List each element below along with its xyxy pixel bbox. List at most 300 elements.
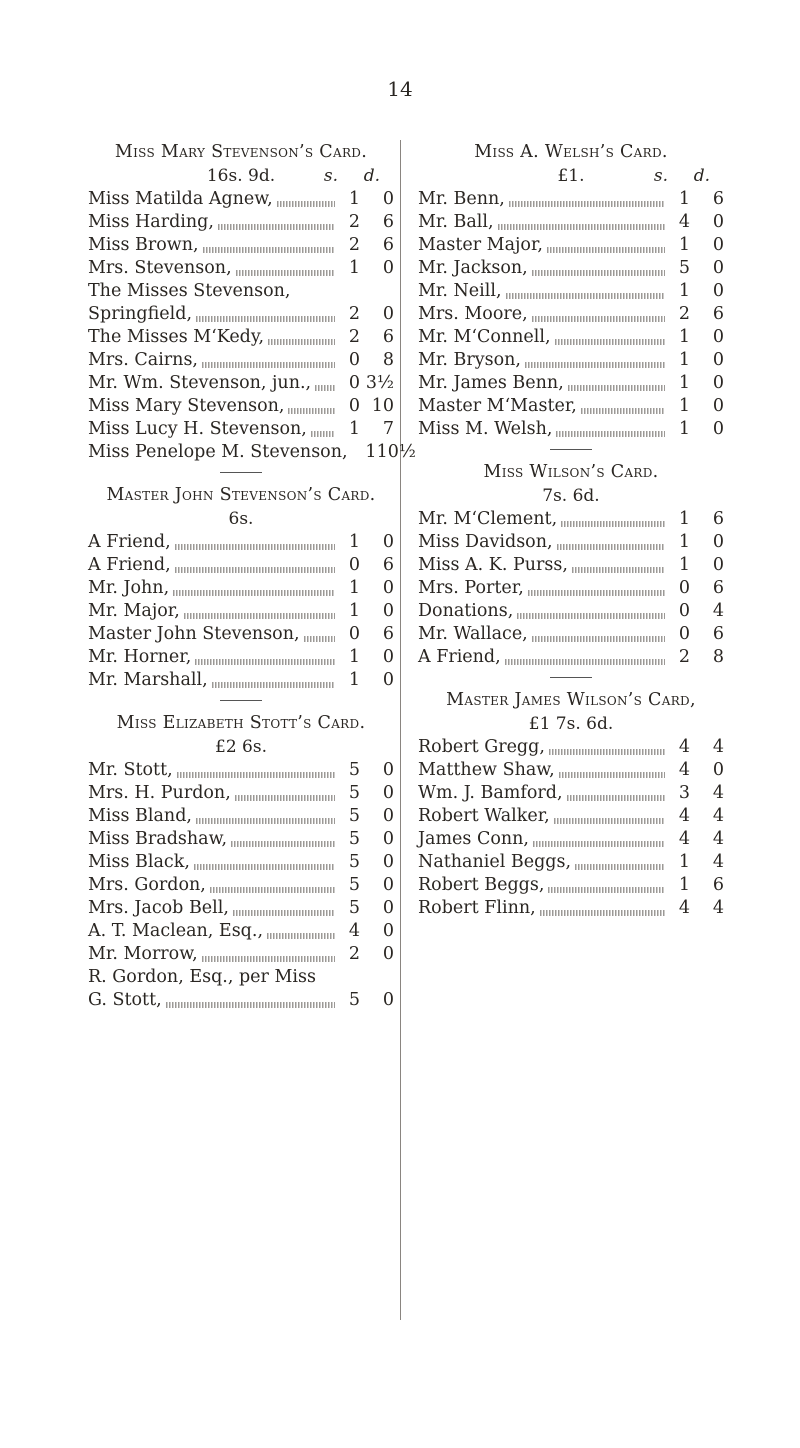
donor-row	[418, 508, 724, 531]
donor-row	[418, 782, 724, 805]
shillings-value: 1	[348, 532, 360, 552]
shillings-value: 5	[678, 258, 690, 278]
donor-row	[88, 782, 394, 805]
donor-name: Miss Bradshaw,	[88, 829, 228, 849]
donor-name: Mr. M‘Clement,	[418, 509, 558, 529]
donor-name: Miss Black,	[88, 852, 190, 872]
dotted-leader	[184, 613, 335, 619]
dotted-leader	[177, 772, 335, 778]
shillings-value: 0	[348, 624, 360, 644]
pence-value: 4	[712, 898, 724, 918]
dotted-leader	[315, 385, 335, 391]
column-divider	[400, 140, 401, 1320]
dotted-leader	[288, 408, 335, 414]
donor-row	[88, 577, 394, 600]
shillings-value: 1	[348, 189, 360, 209]
donor-name: Mr. Wallace,	[418, 624, 528, 644]
shillings-value: 1	[678, 396, 690, 416]
donor-row	[418, 326, 724, 349]
shillings-value: 1	[678, 373, 690, 393]
shillings-value: 1	[678, 555, 690, 575]
donor-row	[418, 531, 724, 554]
pence-value: 0	[712, 419, 724, 439]
donor-name: G. Stott,	[88, 990, 162, 1010]
donor-name: Springfield,	[88, 304, 193, 324]
shillings-value: 1	[678, 875, 690, 895]
donor-row	[418, 349, 724, 372]
donor-row	[418, 897, 724, 920]
dotted-leader	[548, 887, 665, 893]
section-rule	[550, 677, 592, 678]
dotted-leader	[218, 224, 335, 230]
donor-name: Mr. John,	[88, 578, 170, 598]
pence-value: 0	[382, 875, 394, 895]
card-total	[88, 507, 394, 531]
donor-name: Miss M. Welsh,	[418, 419, 553, 439]
shillings-value: 4	[678, 212, 690, 232]
card-section	[418, 460, 724, 678]
dotted-leader	[195, 659, 335, 665]
pence-value: 0	[712, 350, 724, 370]
shillings-value: 2	[348, 212, 360, 232]
dotted-leader	[202, 362, 335, 368]
card-title: Miss A. Welsh’s Card.	[474, 142, 668, 162]
donor-name: Robert Flinn,	[418, 898, 536, 918]
donor-name: Mr. Major,	[88, 601, 180, 621]
card-section	[418, 140, 724, 450]
card-section	[418, 688, 724, 920]
section-rule	[550, 449, 592, 450]
dotted-leader	[559, 772, 665, 778]
pence-value: 0	[712, 212, 724, 232]
donor-name: Robert Walker,	[418, 806, 550, 826]
donor-name: A Friend,	[88, 555, 171, 575]
shillings-value: 0	[678, 601, 690, 621]
pence-value: 8	[382, 350, 394, 370]
pence-value: 0	[382, 760, 394, 780]
shillings-value: 1	[678, 281, 690, 301]
card-section	[88, 483, 394, 701]
card-total	[418, 484, 724, 508]
pence-value: 0	[382, 189, 394, 209]
shillings-value: 0	[678, 624, 690, 644]
shillings-value: 3	[678, 783, 690, 803]
shillings-value: 1	[678, 350, 690, 370]
shillings-value: 5	[348, 760, 360, 780]
pence-value: 10½	[376, 442, 416, 462]
pence-value: 4	[712, 806, 724, 826]
pence-header: d.	[693, 166, 710, 186]
donor-row	[88, 441, 416, 464]
dotted-leader	[196, 818, 335, 824]
card-section	[88, 711, 394, 1012]
shillings-value: 1	[348, 578, 360, 598]
dotted-leader	[267, 933, 335, 939]
donor-row	[88, 326, 394, 349]
donor-name: Mrs. Stevenson,	[88, 258, 232, 278]
dotted-leader	[532, 636, 665, 642]
page-number: 14	[387, 77, 413, 101]
shillings-value: 4	[678, 898, 690, 918]
donor-row	[88, 257, 394, 280]
donor-row	[88, 759, 394, 782]
pence-value: 6	[382, 327, 394, 347]
donor-row	[88, 623, 394, 646]
donor-row	[88, 349, 394, 372]
pence-value: 6	[712, 875, 724, 895]
shillings-value: 5	[348, 783, 360, 803]
dotted-leader	[210, 887, 335, 893]
donor-row	[418, 257, 724, 280]
dotted-leader	[268, 339, 335, 345]
pence-value: 0	[382, 829, 394, 849]
pence-value: 0	[382, 944, 394, 964]
pence-value: 3½	[365, 373, 394, 393]
card-total	[88, 164, 394, 188]
donor-row	[418, 600, 724, 623]
dotted-leader	[532, 270, 665, 276]
donor-name: Master Major,	[418, 235, 543, 255]
pence-value: 4	[712, 601, 724, 621]
section-rule	[220, 472, 262, 473]
donor-name: A. T. Maclean, Esq.,	[88, 921, 264, 941]
donor-name: Master John Stevenson,	[88, 624, 300, 644]
dotted-leader	[233, 910, 335, 916]
donor-row	[88, 234, 394, 257]
card-total-amount: 7s. 6d.	[542, 486, 600, 506]
shillings-value: 5	[348, 852, 360, 872]
donor-row	[418, 805, 724, 828]
donor-row	[88, 211, 394, 234]
pence-value: 4	[712, 829, 724, 849]
shillings-value: 0	[348, 396, 360, 416]
pence-value: 0	[712, 555, 724, 575]
donor-row	[88, 646, 394, 669]
left-column	[88, 140, 416, 1012]
dotted-leader	[533, 841, 665, 847]
card-title: Miss Mary Stevenson’s Card.	[114, 142, 368, 162]
shillings-value: 2	[678, 647, 690, 667]
shillings-header: s.	[323, 166, 338, 186]
donor-row	[418, 303, 724, 326]
shillings-value: 0	[678, 578, 690, 598]
dotted-leader	[194, 864, 335, 870]
card-total	[418, 164, 724, 188]
pence-value: 0	[382, 852, 394, 872]
donor-row	[88, 989, 394, 1012]
pence-value: 6	[712, 578, 724, 598]
donor-row	[418, 234, 724, 257]
donor-name: Mrs. Jacob Bell,	[88, 898, 229, 918]
shillings-value: 5	[348, 990, 360, 1010]
donor-name: Miss Matilda Agnew,	[88, 189, 273, 209]
pence-value: 6	[712, 304, 724, 324]
pence-value: 0	[382, 647, 394, 667]
shillings-value: 4	[678, 829, 690, 849]
dotted-leader	[166, 1002, 335, 1008]
dotted-leader	[528, 590, 665, 596]
pence-value: 0	[382, 990, 394, 1010]
pence-value: 6	[382, 235, 394, 255]
dotted-leader	[235, 795, 335, 801]
pence-value: 0	[382, 304, 394, 324]
pence-value: 0	[382, 783, 394, 803]
dotted-leader	[572, 567, 665, 573]
dotted-leader	[561, 521, 665, 527]
pence-value: 10	[371, 396, 394, 416]
card-section	[88, 140, 416, 473]
dotted-leader	[555, 339, 665, 345]
dotted-leader	[236, 270, 335, 276]
pence-value: 6	[712, 509, 724, 529]
donor-name: Miss Lucy H. Stevenson,	[88, 419, 307, 439]
dotted-leader	[175, 544, 335, 550]
pence-value: 0	[382, 601, 394, 621]
pence-value: 6	[382, 624, 394, 644]
donor-row	[88, 669, 394, 692]
dotted-leader	[547, 247, 665, 253]
pence-value: 0	[382, 806, 394, 826]
dotted-leader	[203, 247, 335, 253]
donor-name: Mr. Neill,	[418, 281, 502, 301]
pence-value: 6	[382, 555, 394, 575]
card-total-amount: £2 6s.	[215, 737, 267, 757]
donor-name: Robert Gregg,	[418, 737, 545, 757]
pence-value: 4	[712, 737, 724, 757]
donor-row	[88, 966, 394, 989]
dotted-leader	[202, 956, 335, 962]
donor-row	[88, 395, 394, 418]
pence-value: 0	[712, 396, 724, 416]
donor-row	[88, 303, 394, 326]
donor-name: Mr. Marshall,	[88, 670, 208, 690]
shillings-value: 1	[678, 189, 690, 209]
donor-name: A Friend,	[418, 647, 501, 667]
shillings-value: 1	[678, 852, 690, 872]
donor-row	[418, 759, 724, 782]
pence-header: d.	[363, 166, 380, 186]
shillings-value: 0	[348, 350, 360, 370]
donor-row	[88, 943, 394, 966]
shillings-value: 1	[348, 258, 360, 278]
donor-row	[418, 623, 724, 646]
dotted-leader	[517, 613, 665, 619]
donor-row	[418, 646, 724, 669]
donor-name: Miss A. K. Purss,	[418, 555, 568, 575]
shillings-value: 2	[348, 944, 360, 964]
dotted-leader	[277, 201, 335, 207]
dotted-leader	[304, 636, 335, 642]
donor-row	[418, 736, 724, 759]
donor-row	[88, 280, 394, 303]
dotted-leader	[231, 841, 335, 847]
shillings-value: 0	[348, 555, 360, 575]
card-title: Master John Stevenson’s Card.	[106, 485, 376, 505]
dotted-leader	[549, 749, 665, 755]
donor-row	[418, 577, 724, 600]
donor-row	[88, 920, 394, 943]
donor-row	[88, 851, 394, 874]
section-rule	[220, 700, 262, 701]
donor-name: Miss Mary Stevenson,	[88, 396, 285, 416]
pence-value: 0	[712, 235, 724, 255]
card-total-amount: £1.	[557, 166, 585, 186]
dotted-leader	[568, 385, 665, 391]
shillings-value: 2	[348, 304, 360, 324]
donor-name: Robert Beggs,	[418, 875, 545, 895]
donor-row	[418, 211, 724, 234]
donor-name: The Misses M‘Kedy,	[88, 327, 265, 347]
donor-name: A Friend,	[88, 532, 171, 552]
donor-row	[418, 828, 724, 851]
dotted-leader	[554, 818, 665, 824]
card-title: Master James Wilson’s Card,	[446, 690, 696, 710]
dotted-leader	[540, 910, 665, 916]
donor-name: Master M‘Master,	[418, 396, 577, 416]
donor-row	[88, 531, 394, 554]
shillings-value: 1	[365, 442, 377, 462]
dotted-leader	[557, 544, 665, 550]
shillings-value: 1	[678, 327, 690, 347]
shillings-header: s.	[653, 166, 668, 186]
donor-name: Miss Penelope M. Stevenson,	[88, 442, 348, 462]
shillings-value: 2	[348, 327, 360, 347]
donor-row	[88, 600, 394, 623]
pence-value: 0	[382, 898, 394, 918]
pence-value: 0	[712, 327, 724, 347]
donor-row	[418, 188, 724, 211]
shillings-value: 1	[678, 419, 690, 439]
shillings-value: 1	[678, 532, 690, 552]
pence-value: 0	[382, 578, 394, 598]
pence-value: 0	[382, 670, 394, 690]
donor-name: Mrs. H. Purdon,	[88, 783, 231, 803]
donor-name: The Misses Stevenson,	[88, 281, 291, 301]
dotted-leader	[212, 682, 335, 688]
dotted-leader	[567, 795, 665, 801]
right-column	[418, 140, 724, 920]
shillings-value: 1	[348, 601, 360, 621]
shillings-value: 2	[678, 304, 690, 324]
dotted-leader	[532, 316, 665, 322]
shillings-value: 1	[678, 509, 690, 529]
donor-name: Mr. Stott,	[88, 760, 173, 780]
donor-name: Mrs. Porter,	[418, 578, 524, 598]
card-total-amount: 16s. 9d.	[206, 166, 276, 186]
donor-name: Mr. James Benn,	[418, 373, 564, 393]
shillings-value: 1	[348, 419, 360, 439]
donor-name: Mr. Benn,	[418, 189, 505, 209]
donor-row	[418, 395, 724, 418]
pence-value: 8	[712, 647, 724, 667]
dotted-leader	[509, 201, 665, 207]
donor-row	[88, 372, 394, 395]
dotted-leader	[525, 362, 665, 368]
shillings-value: 5	[348, 875, 360, 895]
pence-value: 0	[712, 281, 724, 301]
donor-name: Miss Davidson,	[418, 532, 553, 552]
donor-name: Mr. Wm. Stevenson, jun.,	[88, 373, 312, 393]
donor-row	[88, 554, 394, 577]
donor-row	[88, 828, 394, 851]
donor-name: Mr. Morrow,	[88, 944, 198, 964]
donor-name: Nathaniel Beggs,	[418, 852, 572, 872]
donor-name: Miss Brown,	[88, 235, 199, 255]
pence-value: 7	[382, 419, 394, 439]
pence-value: 0	[382, 532, 394, 552]
donor-name: Miss Harding,	[88, 212, 214, 232]
donor-name: Mr. Jackson,	[418, 258, 528, 278]
pence-value: 0	[382, 258, 394, 278]
dotted-leader	[311, 431, 335, 437]
dotted-leader	[505, 659, 665, 665]
card-title: Miss Elizabeth Stott’s Card.	[116, 713, 366, 733]
card-total	[88, 735, 394, 759]
shillings-value: 4	[678, 806, 690, 826]
donor-row	[418, 851, 724, 874]
donor-row	[88, 874, 394, 897]
card-title: Miss Wilson’s Card.	[483, 462, 659, 482]
pence-value: 0	[382, 921, 394, 941]
shillings-value: 1	[348, 647, 360, 667]
pence-value: 6	[712, 624, 724, 644]
donor-name: Mr. Horner,	[88, 647, 192, 667]
card-total-amount: £1 7s. 6d.	[528, 714, 614, 734]
pence-value: 6	[712, 189, 724, 209]
dotted-leader	[575, 864, 665, 870]
pence-value: 0	[712, 760, 724, 780]
dotted-leader	[556, 431, 665, 437]
shillings-value: 2	[348, 235, 360, 255]
pence-value: 0	[712, 258, 724, 278]
donor-name: Donations,	[418, 601, 514, 621]
shillings-value: 1	[678, 235, 690, 255]
shillings-value: 5	[348, 898, 360, 918]
donor-name: Mr. Ball,	[418, 212, 494, 232]
donor-row	[418, 418, 724, 441]
shillings-value: 4	[348, 921, 360, 941]
shillings-value: 5	[348, 806, 360, 826]
donor-name: R. Gordon, Esq., per Miss	[88, 967, 316, 987]
donor-name: Mrs. Gordon,	[88, 875, 206, 895]
dotted-leader	[175, 567, 335, 573]
card-total-amount: 6s.	[228, 509, 254, 529]
donor-name: Mr. Bryson,	[418, 350, 521, 370]
donor-row	[418, 372, 724, 395]
pence-value: 0	[712, 532, 724, 552]
dotted-leader	[498, 224, 665, 230]
shillings-value: 4	[678, 737, 690, 757]
donor-name: Miss Bland,	[88, 806, 192, 826]
donor-row	[88, 897, 394, 920]
shillings-value: 4	[678, 760, 690, 780]
shillings-value: 1	[348, 670, 360, 690]
shillings-value: 0	[348, 373, 360, 393]
dotted-leader	[173, 590, 335, 596]
card-total	[418, 712, 724, 736]
donor-row	[418, 280, 724, 303]
donor-row	[88, 805, 394, 828]
pence-value: 0	[712, 373, 724, 393]
dotted-leader	[581, 408, 665, 414]
dotted-leader	[506, 293, 665, 299]
donor-name: Mrs. Moore,	[418, 304, 528, 324]
donor-row	[418, 874, 724, 897]
shillings-value: 5	[348, 829, 360, 849]
donor-name: Mr. M‘Connell,	[418, 327, 551, 347]
dotted-leader	[196, 316, 335, 322]
donor-name: Mrs. Cairns,	[88, 350, 198, 370]
